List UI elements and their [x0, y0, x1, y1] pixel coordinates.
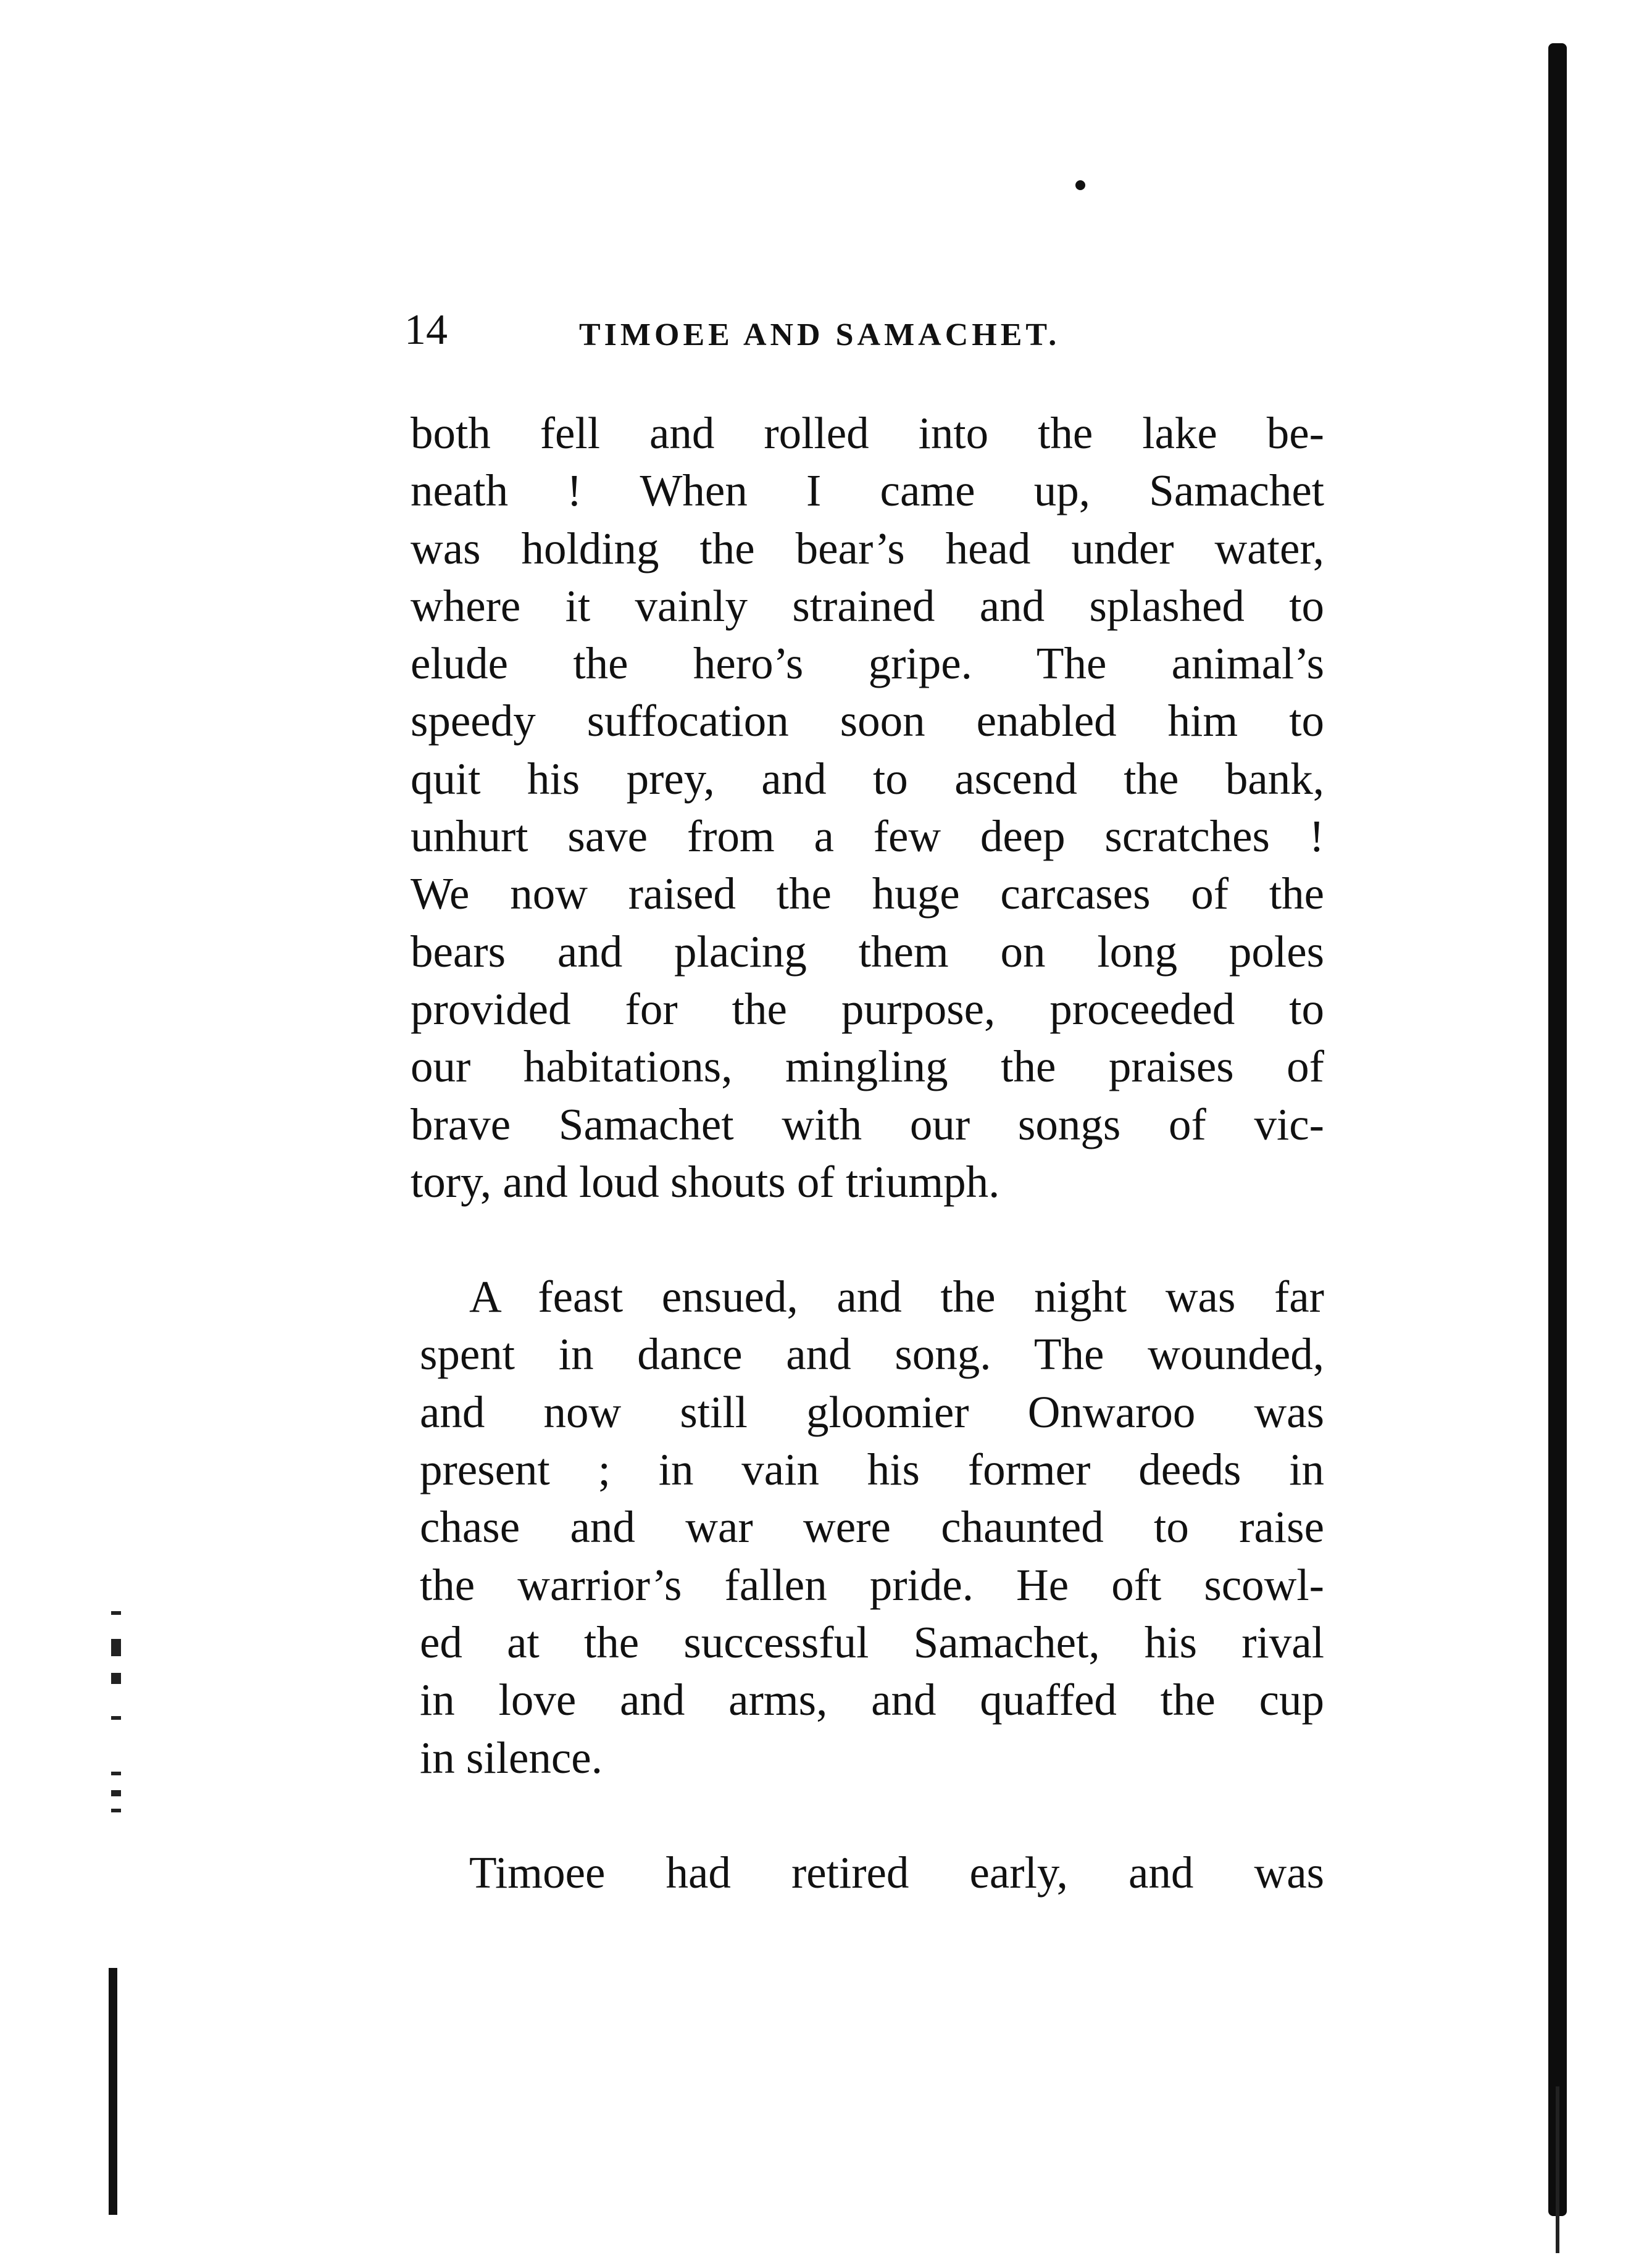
text-line: the warrior’s fallen pride. He oft scowl- — [420, 1559, 1324, 1610]
ink-speck — [1075, 180, 1085, 190]
text-line: unhurt save from a few deep scratches ! — [411, 811, 1324, 862]
text-line: spent in dance and song. The wounded, — [420, 1329, 1324, 1380]
scan-edge-shadow-left — [109, 1968, 117, 2215]
text-line: We now raised the huge carcases of the — [411, 869, 1324, 919]
text-line: quit his prey, and to ascend the bank, — [411, 753, 1324, 804]
text-line: elude the hero’s gripe. The animal’s — [411, 638, 1324, 689]
text-line: chase and war were chaunted to raise — [420, 1502, 1324, 1552]
text-line: neath ! When I came up, Samachet — [411, 465, 1324, 516]
scan-mark — [111, 1809, 121, 1812]
text-line: provided for the purpose, proceeded to — [411, 983, 1324, 1034]
scan-edge-shadow-right — [1548, 43, 1567, 2216]
page-number: 14 — [404, 306, 448, 354]
body-text — [411, 404, 1324, 1901]
running-header — [404, 302, 1343, 358]
text-line: and now still gloomier Onwaroo was — [420, 1386, 1324, 1437]
text-line: both fell and rolled into the lake be- — [411, 408, 1324, 458]
scan-mark — [111, 1790, 121, 1796]
scan-mark — [111, 1611, 121, 1615]
text-line: Timoee had retired early, and was — [469, 1847, 1324, 1898]
text-line: bears and placing them on long poles — [411, 926, 1324, 977]
paragraph — [411, 1844, 1324, 1901]
text-line: tory, and loud shouts of triumph. — [411, 1156, 1000, 1207]
scan-mark — [111, 1673, 121, 1684]
text-line: our habitations, mingling the praises of — [411, 1041, 1324, 1092]
paragraph — [411, 1268, 1324, 1786]
text-line: speedy suffocation soon enabled him to — [411, 696, 1324, 746]
paragraph — [411, 404, 1324, 1211]
scan-edge-line-right — [1556, 2086, 1559, 2253]
text-line: ed at the successful Samachet, his rival — [420, 1617, 1324, 1667]
text-line: was holding the bear’s head under water, — [411, 523, 1324, 573]
text-line: in love and arms, and quaffed the cup — [420, 1675, 1324, 1725]
text-line: in silence. — [420, 1732, 603, 1783]
text-line: brave Samachet with our songs of vic- — [411, 1099, 1324, 1149]
text-line: present ; in vain his former deeds in — [420, 1444, 1324, 1495]
scan-mark — [111, 1716, 121, 1720]
text-line: A feast ensued, and the night was far — [469, 1272, 1324, 1322]
scan-mark — [111, 1772, 121, 1775]
scan-mark — [111, 1639, 121, 1656]
text-line: where it vainly strained and splashed to — [411, 580, 1324, 631]
running-title: TIMOEE AND SAMACHET. — [579, 317, 1061, 352]
